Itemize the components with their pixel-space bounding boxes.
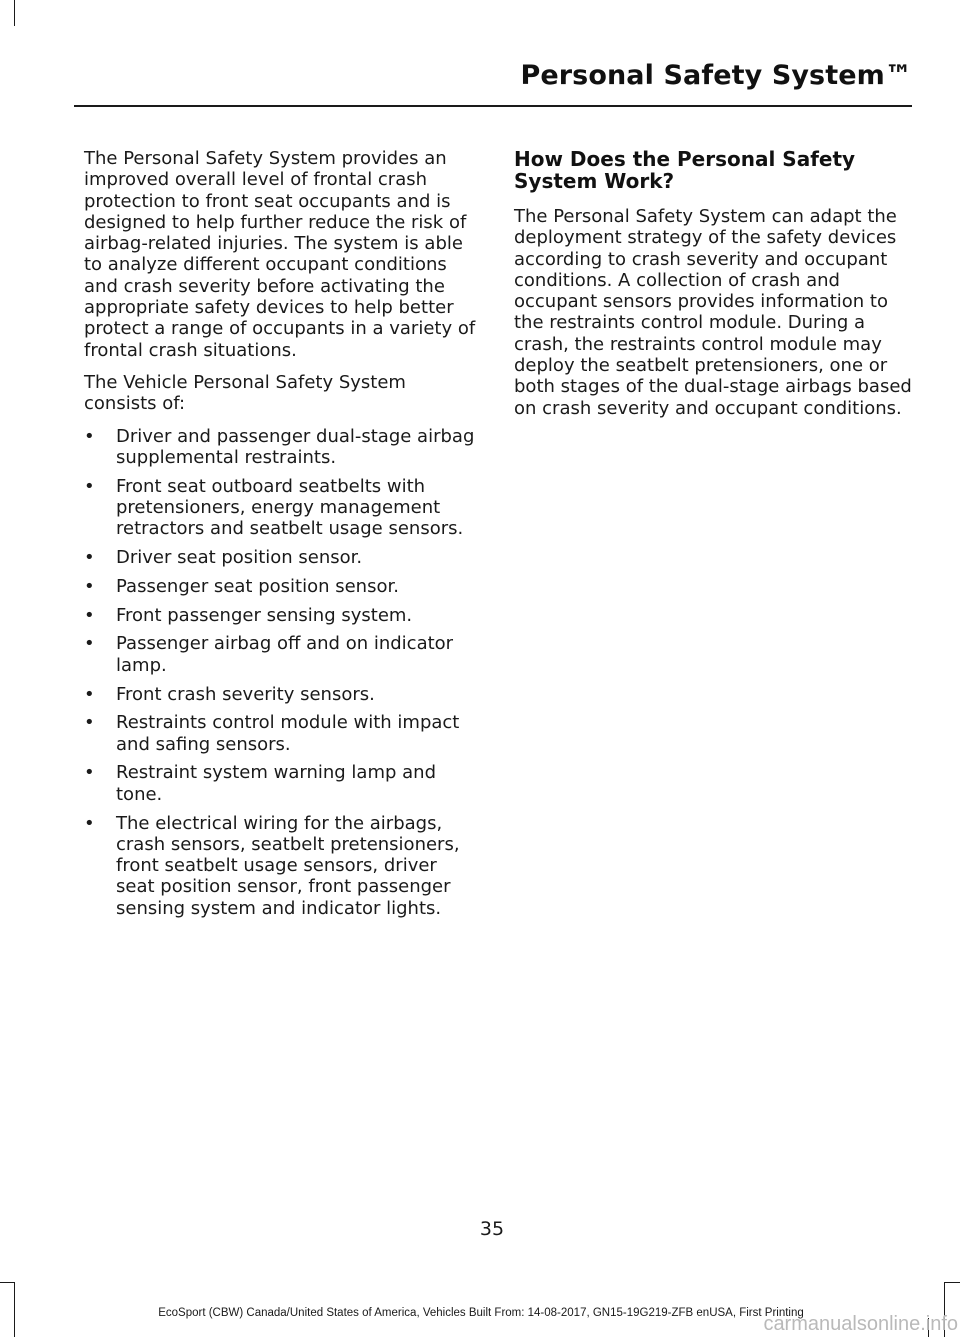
list-item-text: Passenger airbag off and on indicator lamp. — [116, 633, 454, 676]
print-info-footer: EcoSport (CBW) Canada/United States of America, Vehicles Built From: 14-08-2017, GN15-19G219-ZFB enUSA, First Printing — [158, 1307, 804, 1319]
list-item-text: Driver seat position sensor. — [116, 547, 363, 569]
list-item-text: The electrical wiring for the airbags, crash sensors, seatbelt pretensioners, front seatbelt usage sensors, driver seat position sensor, front passenger sensing system and indicator lights. — [116, 812, 460, 919]
left-column — [84, 148, 480, 927]
bullet-icon: • — [84, 683, 95, 705]
list-item-text: Restraints control module with impact and safing sensors. — [116, 712, 460, 755]
watermark: carmanualsonline.info — [763, 1313, 958, 1335]
bullet-icon: • — [84, 633, 95, 655]
list-item — [84, 813, 480, 919]
page-number: 35 — [479, 1218, 505, 1240]
list-item — [84, 476, 480, 540]
crop-mark-bottom-left-horizontal — [0, 1282, 14, 1283]
header-divider — [74, 105, 912, 107]
bullet-icon: • — [84, 575, 95, 597]
list-item-text: Passenger seat position sensor. — [116, 575, 399, 597]
right-column — [514, 148, 912, 430]
list-item-text: Front passenger sensing system. — [116, 604, 413, 626]
list-item — [84, 684, 480, 705]
list-item — [84, 633, 480, 676]
bullet-icon: • — [84, 812, 95, 834]
bullet-icon: • — [84, 604, 95, 626]
list-item — [84, 547, 480, 568]
list-item — [84, 426, 480, 469]
bullet-icon: • — [84, 547, 95, 569]
section-heading: How Does the Personal Safety System Work? — [514, 147, 856, 193]
page-title: Personal Safety System™ — [520, 60, 912, 91]
consists-of-paragraph: The Vehicle Personal Safety System consists of: — [84, 371, 406, 415]
components-list — [84, 426, 480, 919]
list-item — [84, 762, 480, 805]
bullet-icon: • — [84, 762, 95, 784]
list-item — [84, 712, 480, 755]
crop-mark-top-left — [14, 0, 15, 26]
list-item-text: Front crash severity sensors. — [116, 683, 375, 705]
list-item — [84, 576, 480, 597]
list-item-text: Front seat outboard seatbelts with pretensioners, energy management retractors and seatbelt usage sensors. — [116, 475, 464, 540]
crop-mark-bottom-right-horizontal — [945, 1282, 960, 1283]
list-item-text: Restraint system warning lamp and tone. — [116, 762, 437, 805]
list-item-text: Driver and passenger dual-stage airbag supplemental restraints. — [116, 425, 475, 468]
bullet-icon: • — [84, 475, 95, 497]
bullet-icon: • — [84, 425, 95, 447]
list-item — [84, 605, 480, 626]
bullet-icon: • — [84, 712, 95, 734]
intro-paragraph: The Personal Safety System provides an improved overall level of frontal crash protection to front seat occupants and is designed to help further reduce the risk of airbag-related injuries. The system is able to analyze different occupant conditions and crash severity before activating the appropriate safety devices to help better protect a range of occupants in a variety of frontal crash situations. — [84, 148, 476, 361]
section-body: The Personal Safety System can adapt the deployment strategy of the safety devices according to crash severity and occupant conditions. A collection of crash and occupant sensors provides information to the restraints control module. During a crash, the restraints control module may deploy the seatbelt pretensioners, one or both stages of the dual-stage airbags based on crash severity and occupant conditions. — [514, 206, 912, 419]
